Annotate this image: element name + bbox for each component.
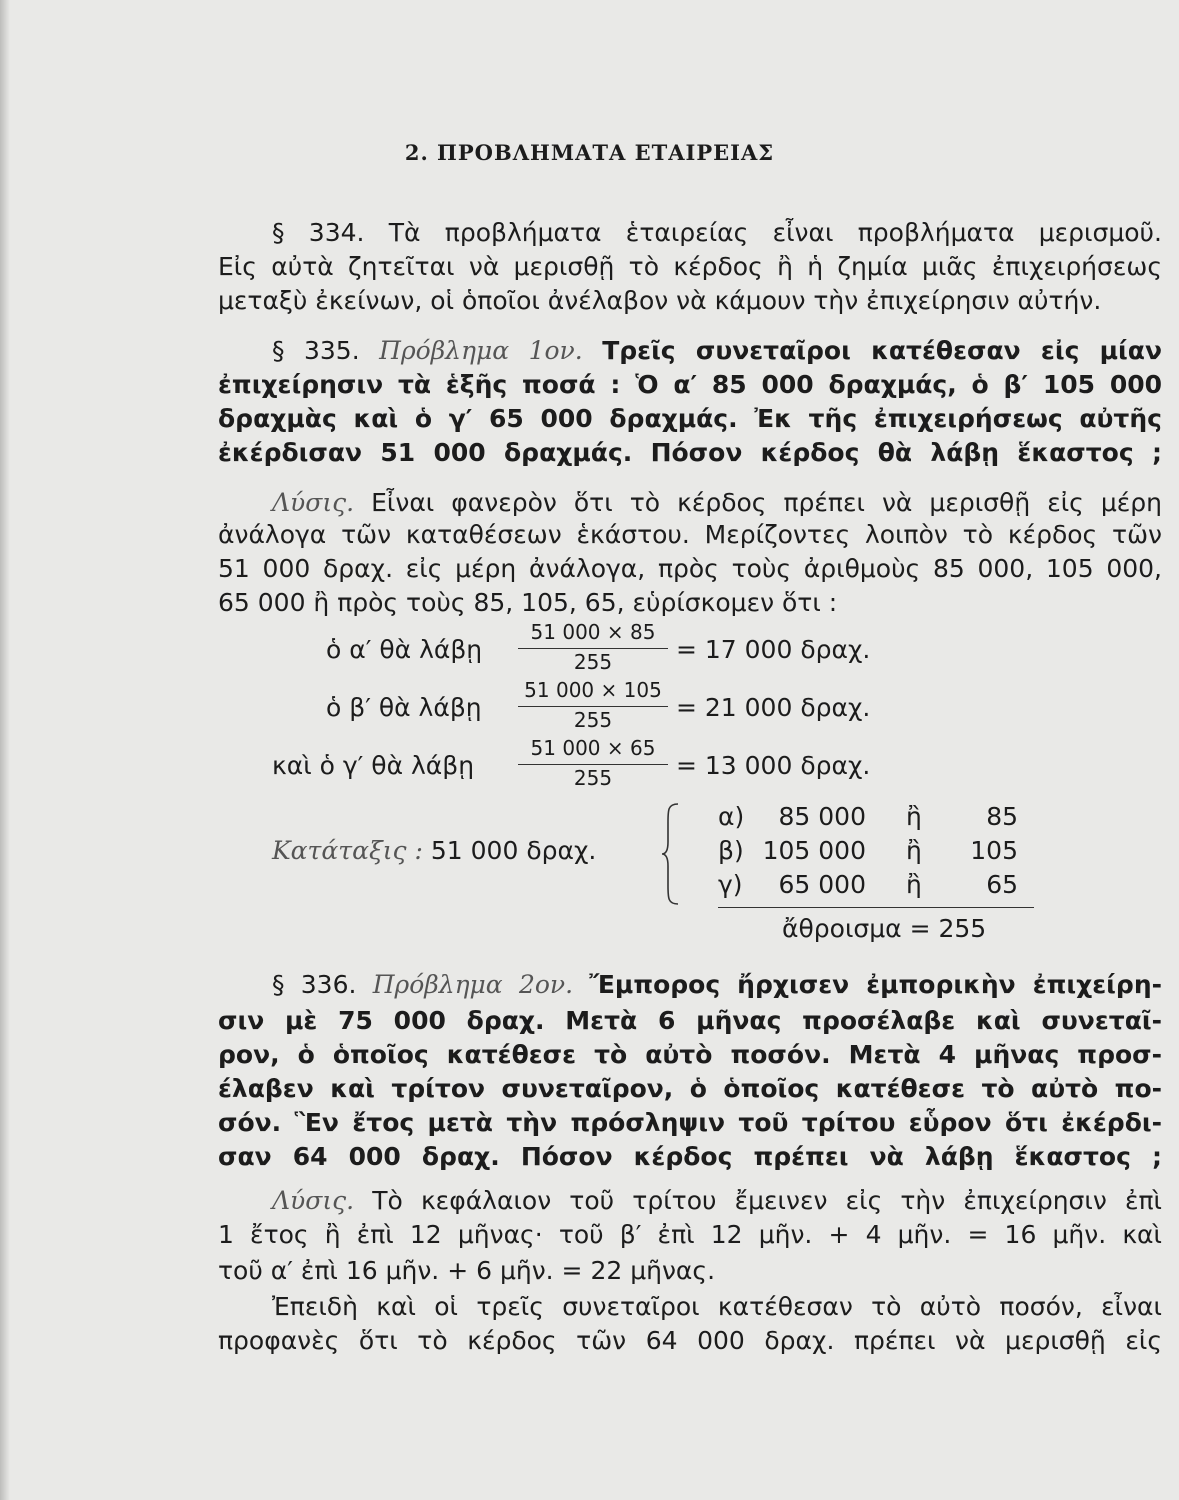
s336-para2-1: Ἐπειδὴ καὶ οἱ τρεῖς συνεταῖροι κατέθεσαν τὸ αὐτὸ ποσόν, εἶναι (272, 1292, 1162, 1321)
s334-line-1 (272, 218, 1162, 248)
s335-title: Πρόβλημα 1ον. (379, 336, 583, 365)
s335-solution-1 (272, 488, 1162, 518)
s335-line-1 (272, 336, 1162, 366)
s336-title: Πρόβλημα 2ον. (372, 970, 574, 999)
classification-row-c (718, 870, 1018, 900)
fraction-denominator: 255 (573, 650, 613, 674)
fraction-denominator: 255 (573, 766, 613, 790)
row-letter: γ) (718, 870, 743, 899)
s335-solution-label: Λύσις. (272, 488, 355, 517)
equation-result: = 21 000 δραχ. (676, 693, 871, 722)
fraction-denominator: 255 (573, 708, 613, 732)
s336-line-1 (272, 970, 1162, 1000)
fraction-numerator: 51 000 × 65 (530, 736, 656, 760)
s335-bold-1: Τρεῖς συνεταῖροι κατέθεσαν εἰς μίαν (602, 336, 1162, 365)
s336-label: § 336. (272, 970, 357, 999)
row-letter: α) (718, 802, 745, 831)
s336-solution-text: Τὸ κεφάλαιον τοῦ τρίτου ἔμεινεν εἰς τὴν ἐπιχείρησιν ἐπὶ (372, 1186, 1162, 1215)
row-or: ἢ (906, 802, 922, 831)
classification-amount: 51 000 δραχ. (430, 836, 597, 865)
s335-solution-2: ἀνάλογα τῶν καταθέσεων ἑκάστου. Μερίζοντες λοιπὸν τὸ κέρδος τῶν (218, 520, 1162, 549)
equation-who: καὶ ὁ γ′ θὰ λάβῃ (272, 751, 475, 780)
s334-label: § 334. (272, 218, 365, 247)
sum-rule (718, 907, 1034, 908)
s336-solution-3: τοῦ α′ ἐπὶ 16 μῆν. + 6 μῆν. = 22 μῆνας. (218, 1256, 716, 1285)
s335-bold-3: δραχμὰς καὶ ὁ γ′ 65 000 δραχμάς. Ἐκ τῆς ἐπιχειρήσεως αὐτῆς (218, 404, 1162, 433)
s335-solution-text: Εἶναι φανερὸν ὅτι τὸ κέρδος πρέπει νὰ μερισθῇ εἰς μέρη (371, 488, 1162, 517)
s334-line-2: Εἰς αὐτὰ ζητεῖται νὰ μερισθῇ τὸ κέρδος ἢ ἡ ζημία μιᾶς ἐπιχειρήσεως (218, 252, 1162, 281)
equation-result: = 13 000 δραχ. (676, 751, 871, 780)
equation-who: ὁ β′ θὰ λάβῃ (326, 693, 482, 722)
fraction-bar (518, 648, 668, 649)
row-value: 85 000 (778, 802, 866, 831)
page-edge (0, 0, 10, 1500)
classification-label-group (272, 836, 596, 865)
equation-b (218, 678, 918, 738)
s336-bold-6: σαν 64 000 δραχ. Πόσον κέρδος πρέπει νὰ λάβῃ ἕκαστος ; (218, 1142, 1162, 1171)
classification-row-a (718, 802, 1018, 832)
equation-c (218, 736, 918, 796)
s335-label: § 335. (272, 336, 360, 365)
s334-line-3: μεταξὺ ἐκείνων, οἱ ὁποῖοι ἀνέλαβον νὰ κάμουν τὴν ἐπιχείρησιν αὐτήν. (218, 286, 1102, 315)
s335-solution-4: 65 000 ἢ πρὸς τοὺς 85, 105, 65, εὑρίσκομεν ὅτι : (218, 588, 838, 617)
row-value: 105 000 (762, 836, 866, 865)
equation-a (218, 620, 918, 680)
s336-bold-5: σόν. Ἓν ἔτος μετὰ τὴν πρόσληψιν τοῦ τρίτου εὗρον ὅτι ἐκέρδι- (218, 1108, 1162, 1137)
classification-row-b (718, 836, 1018, 866)
equation-who: ὁ α′ θὰ λάβῃ (326, 635, 483, 664)
row-or: ἢ (906, 870, 922, 899)
s335-solution-3: 51 000 δραχ. εἰς μέρη ἀνάλογα, πρὸς τοὺς ἀριθμοὺς 85 000, 105 000, (218, 554, 1162, 583)
section-heading: 2. ΠΡΟΒΛΗΜΑΤΑ ΕΤΑΙΡΕΙΑΣ (404, 140, 775, 165)
s336-bold-4: έλαβεν καὶ τρίτον συνεταῖρον, ὁ ὁποῖος κατέθεσε τὸ αὐτὸ πο- (218, 1074, 1162, 1103)
fraction-numerator: 51 000 × 85 (530, 620, 656, 644)
s336-bold-1: Ἔμπορος ἤρχισεν ἐμπορικὴν ἐπιχείρη- (589, 970, 1162, 999)
classification-label: Κατάταξις : (272, 836, 423, 865)
s335-bold-4: ἐκέρδισαν 51 000 δραχμάς. Πόσον κέρδος θὰ λάβῃ ἕκαστος ; (218, 438, 1162, 467)
left-brace-icon (660, 802, 682, 906)
s335-bold-2: ἐπιχείρησιν τὰ ἑξῆς ποσά : Ὁ α′ 85 000 δραχμάς, ὁ β′ 105 000 (218, 370, 1162, 399)
row-ratio: 85 (986, 802, 1018, 831)
s336-bold-3: ρον, ὁ ὁποῖος κατέθεσε τὸ αὐτὸ ποσόν. Μετὰ 4 μῆνας προσ- (218, 1040, 1162, 1069)
s336-solution-1 (272, 1186, 1162, 1216)
row-letter: β) (718, 836, 744, 865)
row-ratio: 65 (986, 870, 1018, 899)
row-value: 65 000 (778, 870, 866, 899)
fraction-bar (518, 764, 668, 765)
row-ratio: 105 (970, 836, 1018, 865)
row-or: ἢ (906, 836, 922, 865)
s336-solution-2: 1 ἔτος ἢ ἐπὶ 12 μῆνας· τοῦ β′ ἐπὶ 12 μῆν. + 4 μῆν. = 16 μῆν. καὶ (218, 1220, 1162, 1249)
fraction-bar (518, 706, 668, 707)
s336-bold-2: σιν μὲ 75 000 δραχ. Μετὰ 6 μῆνας προσέλαβε καὶ συνεταῖ- (218, 1006, 1162, 1035)
fraction-numerator: 51 000 × 105 (524, 678, 662, 702)
s336-para2-2: προφανὲς ὅτι τὸ κέρδος τῶν 64 000 δραχ. πρέπει νὰ μερισθῇ εἰς (218, 1326, 1162, 1355)
s336-solution-label: Λύσις. (272, 1186, 355, 1215)
s334-text: Τὰ προβλήματα ἑταιρείας εἶναι προβλήματα μερισμοῦ. (388, 218, 1162, 247)
equation-result: = 17 000 δραχ. (676, 635, 871, 664)
classification-sum: ἄθροισμα = 255 (782, 914, 987, 943)
